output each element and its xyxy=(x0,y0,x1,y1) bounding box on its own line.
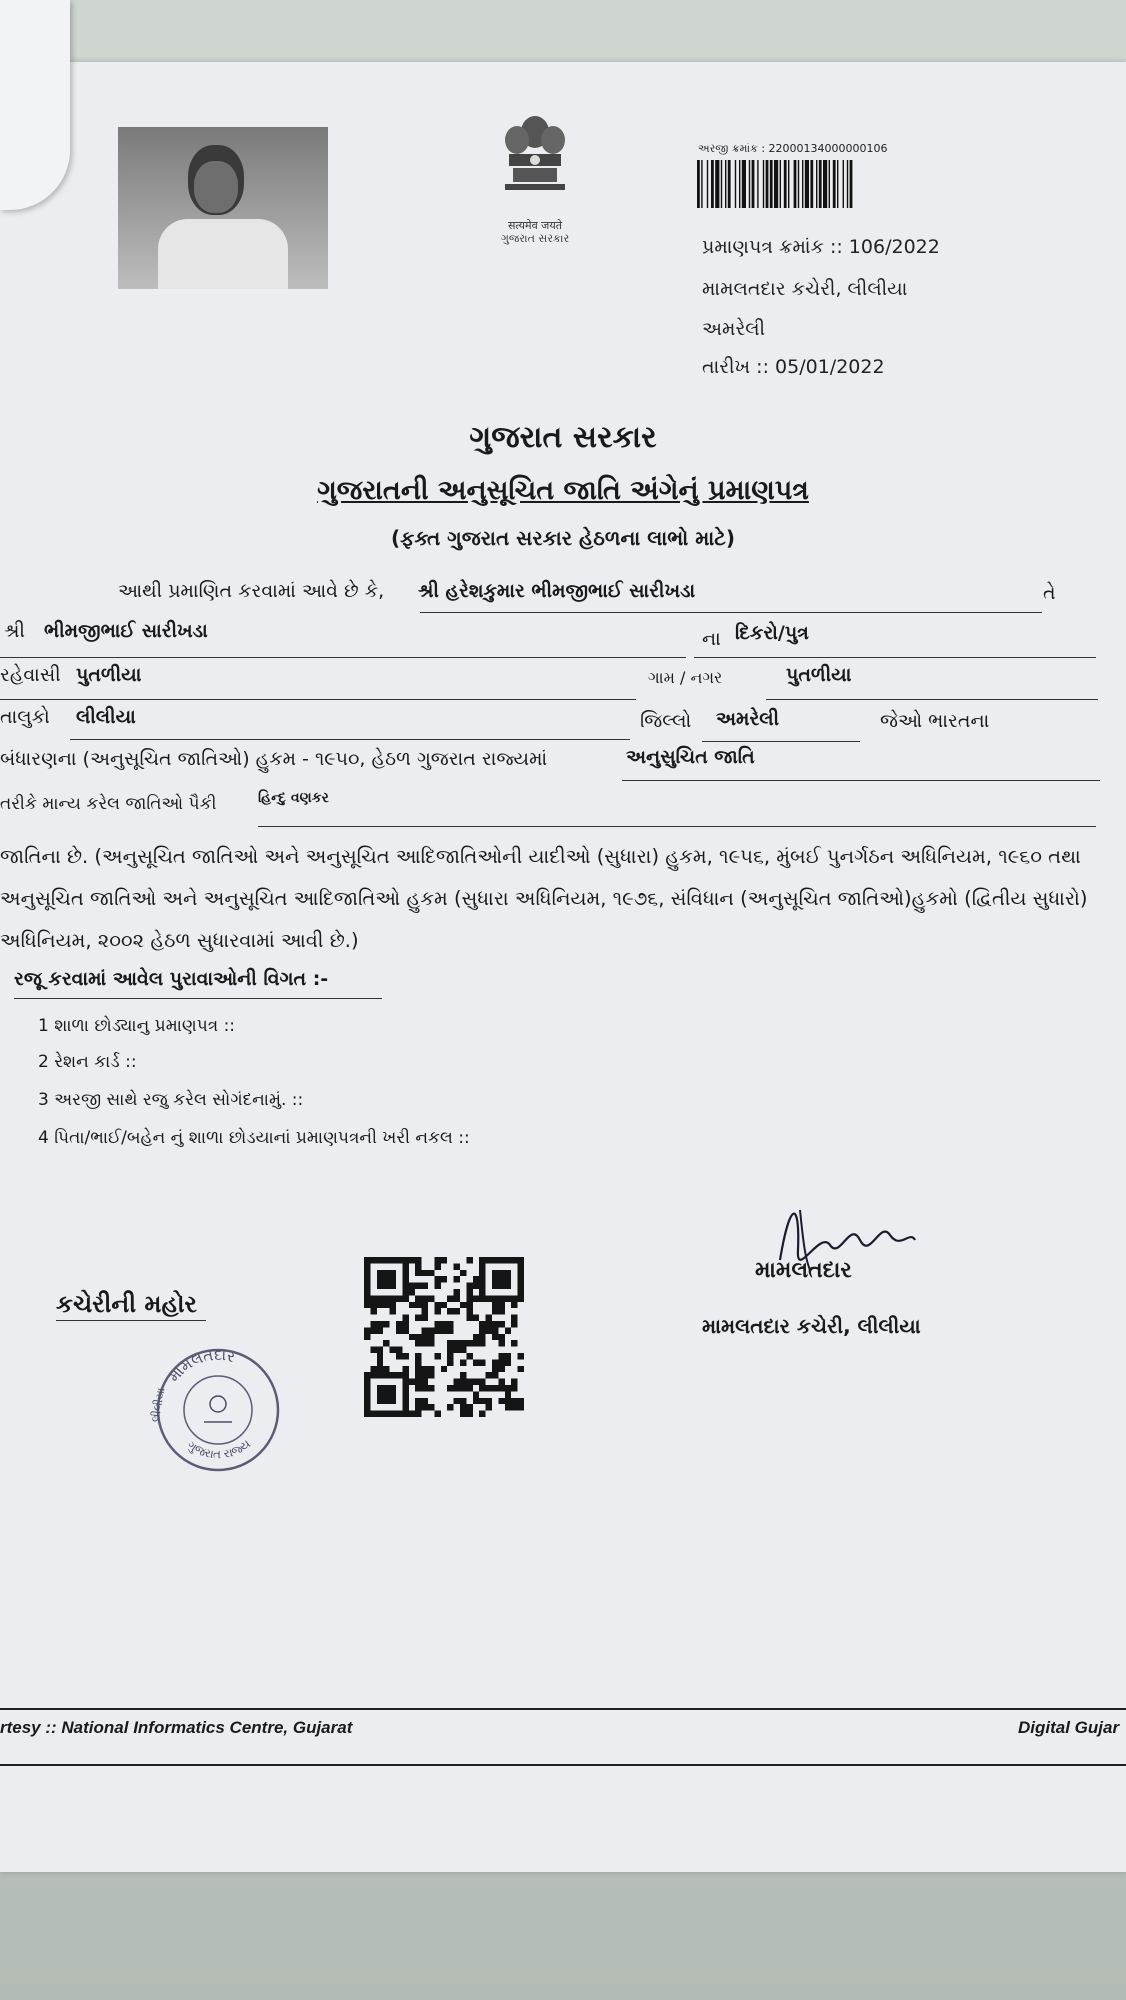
photo-body xyxy=(158,219,288,289)
caste-line xyxy=(258,826,1096,827)
signatory-title: મામલતદાર xyxy=(755,1258,852,1283)
certificate-number-value: :: 106/2022 xyxy=(829,236,940,258)
header-office: મામલતદાર કચેરી, લીલીયા xyxy=(702,278,908,300)
relation-prefix: ના xyxy=(702,628,721,650)
relation-line xyxy=(694,657,1096,658)
parent-name-line xyxy=(0,657,686,658)
village-value: પુતળીયા xyxy=(786,664,852,686)
footer-digital-gujarat: Digital Gujar xyxy=(1018,1718,1120,1737)
certificate-note: (ફક્ત ગુજરાત સરકાર હેઠળના લાભો માટે) xyxy=(390,526,736,550)
office-seal-title: કચેરીની મહોર xyxy=(56,1290,197,1318)
evidence-heading-line xyxy=(14,998,382,999)
header-district: અમરેલી xyxy=(702,318,766,340)
footer-courtesy: rtesy :: National Informatics Centre, Gujarat xyxy=(0,1718,353,1737)
relation: દિકરો/પુત્ર xyxy=(735,622,809,644)
evidence-item: 4 પિતા/ભાઈ/બહેન નું શાળા છોડયાનાં પ્રમાણપત્રની ખરી નકલ :: xyxy=(38,1128,470,1148)
evidence-heading: રજૂ કરવામાં આવેલ પુરાવાઓની વિગત :- xyxy=(14,968,329,990)
who-india: જેઓ ભારતના xyxy=(880,710,990,732)
village-label: ગામ / નગર xyxy=(648,668,723,687)
certificate-number xyxy=(702,236,940,258)
seal-ring-left: લીલીયા xyxy=(148,1386,168,1424)
ashoka-emblem-icon xyxy=(495,110,575,215)
caste-value: હિન્દુ વણકર xyxy=(258,790,329,806)
footer-top-rule xyxy=(0,1708,1126,1710)
parent-prefix: શ્રી xyxy=(4,620,25,642)
emblem-motto: सत्यमेव जयते xyxy=(507,219,562,232)
holder-name-line xyxy=(420,612,1042,613)
issue-date-label: તારીખ :: xyxy=(702,356,769,378)
para-line-2: અનુસૂચિત જાતિઓ અને અનુસૂચિત આદિજાતિઓ હુકમ (સુધારા અધિનિયમ, ૧૯૭૬, સંવિધાન (અનુસૂચિત જાતિઓ)હુકમો (દ્વિતીય સુધારો) xyxy=(0,887,1088,910)
page-curl xyxy=(0,0,70,210)
resident-value: પુતળીયા xyxy=(76,664,142,686)
barcode-icon xyxy=(697,160,945,208)
footer-bottom-rule xyxy=(0,1764,1126,1766)
emblem-state: ગુજરાત સરકાર xyxy=(500,232,570,245)
qr-code-icon xyxy=(364,1254,524,1420)
photo-face xyxy=(194,161,238,213)
certify-text: આથી પ્રમાણિત કરવામાં આવે છે કે, xyxy=(118,580,385,602)
category-line xyxy=(622,780,1100,781)
taluka-value: લીલીયા xyxy=(76,706,136,728)
holder-suffix: તે xyxy=(1043,582,1056,604)
parent-name: ભીમજીભાઈ સારીખડા xyxy=(44,620,208,642)
applicant-photo xyxy=(118,127,328,289)
certificate-number-label: પ્રમાણપત્ર ક્રમાંક xyxy=(702,236,824,258)
office-seal-stamp xyxy=(142,1348,294,1472)
district-value: અમરેલી xyxy=(716,708,780,730)
para-line-3: અધિનિયમ, ૨૦૦૨ હેઠળ સુધારવામાં આવી છે.) xyxy=(0,929,359,952)
application-number: અરજી ક્રમાંક : 22000134000000106 xyxy=(698,142,888,155)
office-seal-title-line xyxy=(56,1320,206,1321)
government-title: ગુજરાત સરકાર xyxy=(469,420,657,455)
evidence-item: 2 રેશન કાર્ડ :: xyxy=(38,1052,137,1072)
resident-line xyxy=(0,699,636,700)
seal-ring-text: મામલતદાર xyxy=(164,1348,237,1386)
evidence-item: 1 શાળા છોડ્યાનુ પ્રમાણપત્ર :: xyxy=(38,1016,236,1036)
evidence-item: 3 અરજી સાથે રજુ કરેલ સોગંદનામું. :: xyxy=(38,1090,304,1110)
svg-text:ગુજરાત રાજ્ય xyxy=(184,1436,253,1461)
state-emblem xyxy=(480,110,590,250)
recognized-text: તરીકે માન્ય કરેલ જાતિઓ પૈકી xyxy=(0,794,217,814)
district-label: જિલ્લો xyxy=(640,710,692,732)
taluka-line xyxy=(70,739,630,740)
holder-name: શ્રી હરેશકુમાર ભીમજીભાઈ સારીખડા xyxy=(418,580,696,602)
signatory-office: મામલતદાર કચેરી, લીલીયા xyxy=(702,1314,921,1338)
category-value: અનુસુચિત જાતિ xyxy=(626,746,755,768)
village-line xyxy=(766,699,1098,700)
issue-date xyxy=(702,356,885,378)
taluka-label: તાલુકો xyxy=(0,706,50,728)
certificate-paper xyxy=(0,62,1126,1872)
issue-date-value: 05/01/2022 xyxy=(775,356,885,378)
resident-label: રહેવાસી xyxy=(0,664,61,686)
district-line xyxy=(702,741,860,742)
certificate-title: ગુજરાતની અનુસૂચિત જાતિ અંગેનું પ્રમાણપત્ર xyxy=(317,475,809,506)
constitution-text: બંધારણના (અનુસૂચિત જાતિઓ) હુકમ - ૧૯૫૦, હેઠળ ગુજરાત રાજ્યમાં xyxy=(0,748,548,770)
seal-ring-bottom: ગુજરાત રાજ્ય xyxy=(184,1436,254,1462)
para-line-1: જાતિના છે. (અનુસૂચિત જાતિઓ અને અનુસૂચિત આદિજાતિઓની યાદીઓ (સુધારા) હુકમ, ૧૯૫૬, મુંબઈ પુનર્ગઠન અધિનિયમ, ૧૯૬૦ તથા xyxy=(0,845,1081,868)
